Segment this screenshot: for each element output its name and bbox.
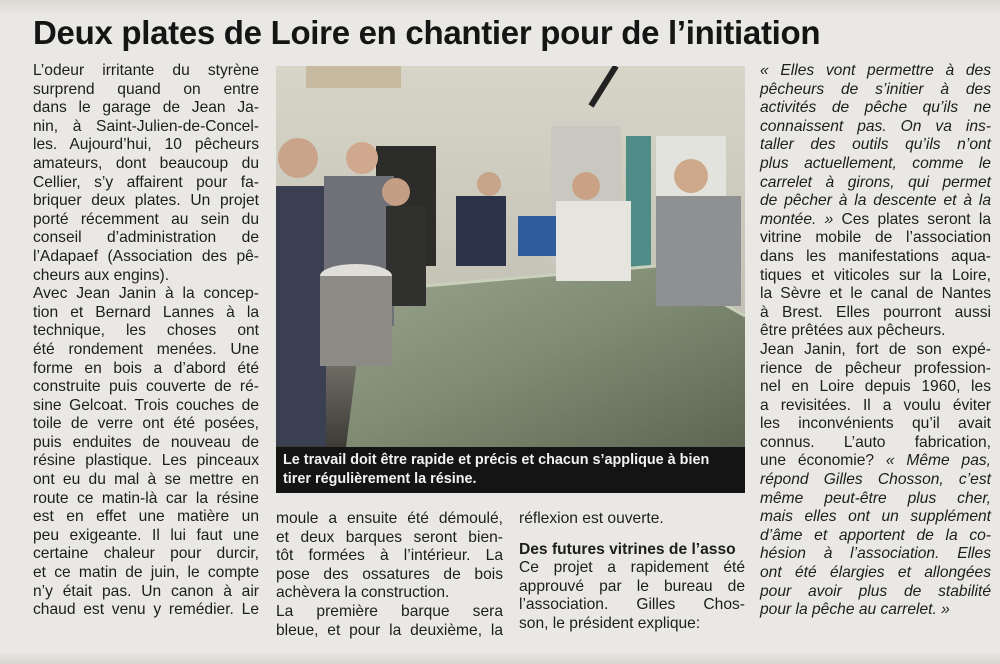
- quote-line: connaissent pas. On va ins-: [760, 117, 991, 135]
- text-line: La première barque sera: [276, 602, 503, 620]
- text-line: les inconvénients qu’il avait: [760, 415, 991, 433]
- text-line: surprend quand on entre: [33, 80, 259, 98]
- column-3-body: [519, 559, 745, 633]
- text-line: l’Adapaef (Association des pê-: [33, 247, 259, 265]
- text-line: tôt formées à l’intérieur. La: [276, 547, 503, 565]
- text-line: est en effet une matière un: [33, 508, 259, 526]
- quote-block-1: [760, 62, 991, 211]
- text-line: connus. L’auto fabrication,: [760, 433, 991, 451]
- text-line: hésion à l’association. Elles: [760, 545, 991, 563]
- text-line: porté récemment au sein du: [33, 210, 259, 228]
- text-line: amateurs, dont beaucoup du: [33, 154, 259, 172]
- quote-line: carrelet à girons, qui permet: [760, 173, 991, 191]
- text-line: briquer deux plates. Un projet: [33, 192, 259, 210]
- text-line: à Brest. Elles pourront aussi: [760, 303, 991, 321]
- text-line: même peut-être plus cher,: [760, 489, 991, 507]
- text-line: vitrine mobile de l’association: [760, 229, 991, 247]
- quote-opening: « Même pas,: [885, 452, 992, 470]
- text-line: nel en Loire depuis 1960, les: [760, 378, 991, 396]
- text-line: n’y était pas. Un canon à air: [33, 582, 259, 600]
- text-line: été rondement menées. Une: [33, 340, 259, 358]
- text-line: tion et Bernard Lannes à la: [33, 303, 259, 321]
- text-line: puis enduites de nouveau de: [33, 433, 259, 451]
- page-bottom-edge: [0, 652, 1000, 664]
- text-line: mais elles ont un supplément: [760, 508, 991, 526]
- text-line: pour la pêche au carrelet. »: [760, 601, 950, 619]
- text-line: son, le président explique:: [519, 614, 701, 632]
- text-line: être prêtées aux pêcheurs.: [760, 322, 946, 340]
- text-line: Jean Janin, fort de son expé-: [760, 340, 991, 358]
- quote-line: plus actuellement, comme le: [760, 154, 991, 172]
- text-line: approuvé par le bureau de: [519, 577, 745, 595]
- text-line: forme en bois a d’abord été: [33, 359, 259, 377]
- quote-end-line: [760, 211, 991, 230]
- text-line: dans les manifestations aqua-: [760, 247, 991, 265]
- text-line: Avec Jean Janin à la concep-: [33, 285, 259, 303]
- text-line: a revisitées. Il a voulu éviter: [760, 396, 991, 414]
- quote-line: « Elles vont permettre à des: [760, 62, 991, 79]
- text-line: dans le garage de Jean Ja-: [33, 99, 259, 117]
- text-line: L’odeur irritante du styrène: [33, 62, 259, 79]
- text-line: certaine chaleur pour durcir,: [33, 545, 259, 563]
- workshop-photo: [276, 66, 745, 447]
- article-column-2: [276, 510, 503, 640]
- text-line: conseil d’administration de: [33, 229, 259, 247]
- photo-caption: Le travail doit être rapide et précis et chacun s’applique à bien tirer régulièrement la résine.: [276, 447, 745, 493]
- text-line: l’association. Gilles Chos-: [519, 596, 745, 614]
- text-line: toile de verre ont été posées,: [33, 415, 259, 433]
- text-line: les. Aujourd’hui, 10 pêcheurs: [33, 136, 259, 154]
- quote-line: de pêcher à la descente et à la: [760, 192, 991, 210]
- article-column-1: [33, 62, 259, 620]
- article-photo: [276, 66, 745, 447]
- text-line: technique, les choses ont: [33, 322, 259, 340]
- quote-line: activités de pêche qu’ils ne: [760, 99, 991, 117]
- text-line: pour avoir plus de stabilité: [760, 582, 991, 600]
- text-line: la Sèvre et le canal de Nantes: [760, 285, 991, 303]
- page-top-edge: [0, 0, 1000, 14]
- plain-text: Ces plates seront la: [833, 210, 991, 228]
- plain-text: une économie?: [760, 452, 886, 470]
- text-line: construite puis couverte de ré-: [33, 378, 259, 396]
- quote-line: taller des outils qu’ils n’ont: [760, 136, 991, 154]
- column-3-carryover: réflexion est ouverte.: [519, 510, 664, 527]
- spacer: [519, 529, 745, 541]
- text-line: d’âme et apportent de la co-: [760, 526, 991, 544]
- text-line: peu exigeante. Il lui faut une: [33, 526, 259, 544]
- column-4-body: [760, 229, 991, 452]
- article-column-4: [760, 62, 991, 620]
- text-line: tiques et viticoles sur la Loire,: [760, 266, 991, 284]
- article-column-3: [519, 510, 745, 634]
- article-headline: Deux plates de Loire en chantier pour de l’initiation: [33, 14, 821, 51]
- text-line: achèvera la construction.: [276, 584, 450, 602]
- text-line: et ce matin de juin, le compte: [33, 564, 259, 582]
- quote-line: pêcheurs de s’initier à des: [760, 80, 991, 98]
- quote-block-2: [760, 471, 991, 620]
- text-line: répond Gilles Chosson, c’est: [760, 471, 991, 489]
- quote-closing: montée. »: [760, 210, 834, 228]
- section-subheading: Des futures vitrines de l’asso: [519, 540, 736, 558]
- text-line: Cellier, s’y affairent pour fa-: [33, 173, 259, 191]
- question-line: [760, 452, 991, 471]
- text-line: pose des ossatures de bois: [276, 565, 503, 583]
- text-line: chaud est venu y remédier. Le: [33, 601, 259, 619]
- text-line: rience de pêcheur profession-: [760, 359, 991, 377]
- text-line: moule a ensuite été démoulé,: [276, 510, 503, 527]
- text-line: résine plastique. Les pinceaux: [33, 452, 259, 470]
- text-line: et deux barques seront bien-: [276, 528, 503, 546]
- text-line: nin, à Saint-Julien-de-Concel-: [33, 117, 259, 135]
- text-line: bleue, et pour la deuxième, la: [276, 621, 503, 639]
- text-line: ont eu du mal à se mettre en: [33, 471, 259, 489]
- text-line: cheurs aux engins).: [33, 266, 170, 284]
- text-line: ont été élargies et allongées: [760, 564, 991, 582]
- text-line: Ce projet a rapidement été: [519, 559, 745, 577]
- text-line: route ce matin-là car la résine: [33, 489, 259, 507]
- text-line: sine Gelcoat. Trois couches de: [33, 396, 259, 414]
